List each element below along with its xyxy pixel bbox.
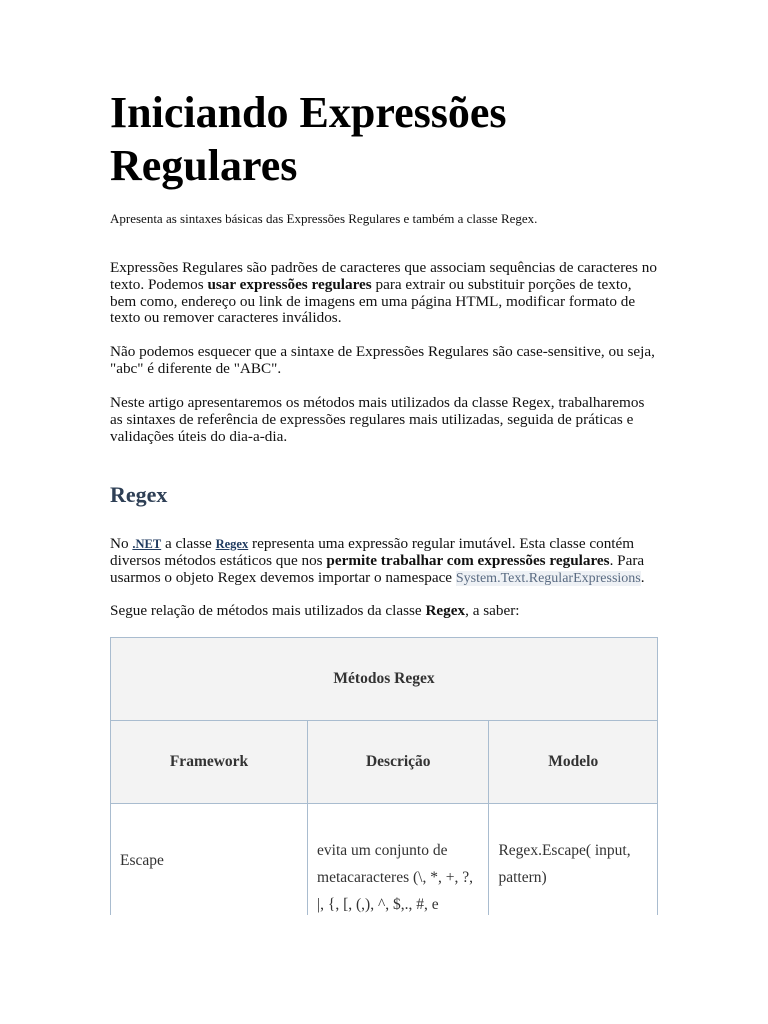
p4-bold: permite trabalhar com expressões regulares — [326, 551, 610, 569]
column-header-model: Modelo — [489, 721, 658, 804]
page-title: Iniciando Expressões Regulares — [110, 88, 507, 190]
net-link[interactable]: .NET — [132, 537, 162, 551]
methods-table-wrapper — [110, 637, 659, 915]
p4-text-e: . — [640, 568, 645, 586]
p4-text-a: No — [110, 535, 133, 552]
p1-bold: usar expressões regulares — [207, 275, 372, 293]
intro-paragraph-1 — [110, 260, 658, 327]
column-header-description: Descrição — [308, 721, 489, 804]
p5-text-b: , a saber: — [465, 602, 520, 619]
p5-bold: Regex — [425, 602, 466, 619]
intro-paragraph-2: Não podemos esquecer que a sintaxe de Expressões Regulares são case-sensitive, ou seja, "abc" é diferente de "ABC". — [110, 343, 655, 377]
p5-text-a: Segue relação de métodos mais utilizados da classe — [110, 602, 426, 619]
cell-description: evita um conjunto de metacaracteres (\, *, +, ?, |, {, [, (,), ^, $,., #, e — [308, 804, 489, 916]
section-title-regex: Regex — [110, 482, 168, 507]
methods-table — [110, 637, 658, 915]
column-header-framework: Framework — [111, 721, 308, 804]
table-caption: Métodos Regex — [111, 638, 658, 721]
methods-intro-paragraph — [110, 603, 658, 620]
p1-text-a: Expressões Regulares são padrões de caracteres que associam sequências de caracteres no texto. Podemos — [110, 259, 657, 293]
regex-paragraph — [110, 536, 658, 587]
p4-text-c: representa uma expressão regular imutável. Esta classe contém diversos métodos estáticos que nos — [110, 535, 635, 569]
page-subtitle: Apresenta as sintaxes básicas das Expressões Regulares e também a classe Regex. — [110, 211, 538, 226]
cell-framework: Escape — [111, 804, 308, 916]
p1-text-b: para extrair ou substituir porções de texto, bem como, endereço ou link de imagens em uma página HTML, modificar formato de texto ou remover caracteres inválidos. — [110, 275, 636, 327]
namespace-code: System.Text.RegularExpressions — [455, 570, 641, 586]
cell-model: Regex.Escape( input, pattern) — [489, 804, 658, 916]
p4-text-b: a classe — [161, 535, 216, 552]
intro-paragraph-3: Neste artigo apresentaremos os métodos mais utilizados da classe Regex, trabalharemos as sintaxes de referência de expressões regulares mais utilizadas, seguida de práticas e validações úteis do dia-a-dia. — [110, 394, 645, 445]
regex-link[interactable]: Regex — [215, 537, 249, 551]
table-row — [111, 804, 658, 916]
p4-text-d: . Para usarmos o objeto Regex devemos importar o namespace — [110, 551, 645, 586]
